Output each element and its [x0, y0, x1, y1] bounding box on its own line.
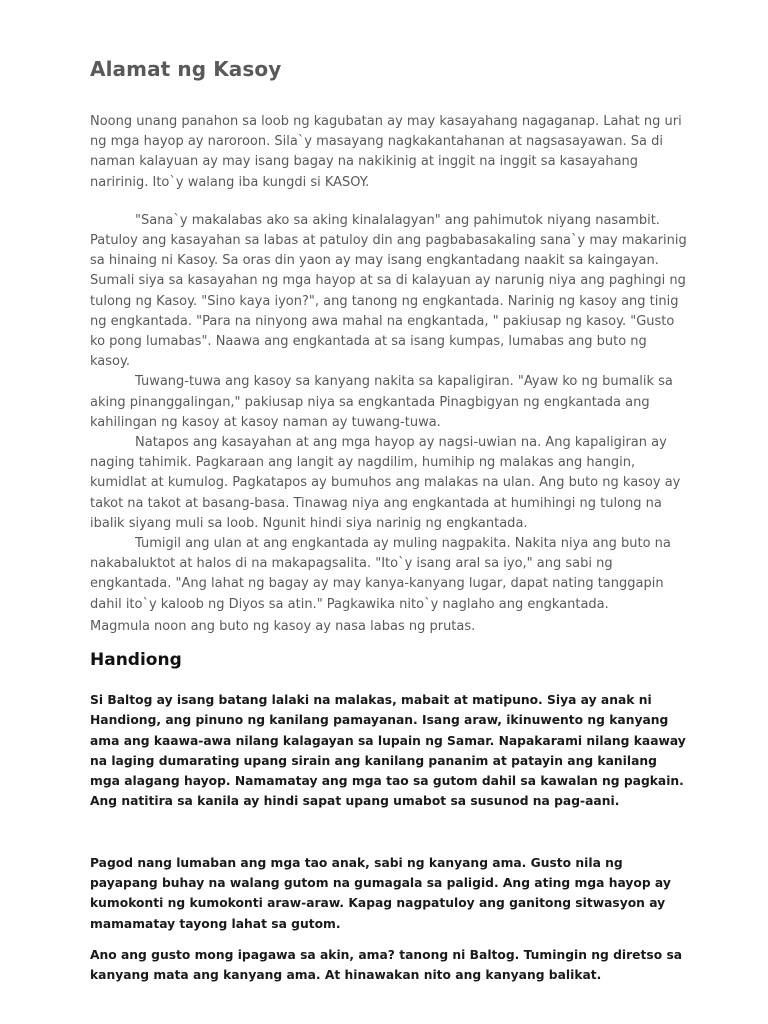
- paragraph: Natapos ang kasayahan at ang mga hayop ay nagsi-uwian na. Ang kapaligiran ay naging tahimik. Pagkaraan ang langit ay nagdilim, humihip ng malakas ang hangin, kumidlat at kumulog. Pagkatapos ay bumuhos ang malakas na ulan. Ang buto ng kasoy ay takot na takot at basang-basa. Tinawag niya ang engkantada at humihingi ng tulong na ibalik siyang muli sa loob. Ngunit hindi siya narinig ng engkantada.: [90, 435, 681, 531]
- story-body-alamat-ng-kasoy: [90, 112, 690, 637]
- paragraph: Tuwang-tuwa ang kasoy sa kanyang nakita sa kapaligiran. "Ayaw ko ng bumalik sa aking pinanggalingan," pakiusap niya sa engkantada Pinagbigyan ng engkantada ang kahilingan ng kasoy at kasoy naman ay tuwang-tuwa.: [90, 374, 673, 430]
- story-title-alamat-ng-kasoy: Alamat ng Kasoy: [90, 57, 282, 81]
- story-title-handiong: Handiong: [90, 650, 182, 670]
- paragraph: Pagod nang lumaban ang mga tao anak, sabi ng kanyang ama. Gusto nila ng payapang buhay na walang gutom na gumagala sa paligid. Ang ating mga hayop ay kumokonti ng kumokonti araw-araw. Kapag nagpatuloy ang ganitong sitwasyon ay mamamatay tayong lahat sa gutom.: [90, 855, 671, 931]
- paragraph: Ano ang gusto mong ipagawa sa akin, ama? tanong ni Baltog. Tumingin ng diretso sa kanyang mata ang kanyang ama. At hinawakan nito ang kanyang balikat.: [90, 947, 683, 983]
- paragraph: Noong unang panahon sa loob ng kagubatan ay may kasayahang nagaganap. Lahat ng uri ng mga hayop ay naroroon. Sila`y masayang nagkakantahanan at nagsasayawan. Sa di naman kalayuan ay may isang bagay na nakikinig at inggit na inggit sa kasayahang naririnig. Ito`y walang iba kungdi si KASOY.: [90, 114, 682, 190]
- story-body-handiong: [90, 690, 690, 986]
- paragraph: Tumigil ang ulan at ang engkantada ay muling nagpakita. Nakita niya ang buto na nakabaluktot at halos di na makapagsalita. "Ito`y isang aral sa iyo," ang sabi ng engkantada. "Ang lahat ng bagay ay may kanya-kanyang lugar, dapat nating tanggapin dahil ito`y kaloob ng Diyos sa atin." Pagkawika nito`y naglaho ang engkantada.: [90, 536, 671, 612]
- paragraph: "Sana`y makalabas ako sa aking kinalalagyan" ang pahimutok niyang nasambit. Patuloy ang kasayahan sa labas at patuloy din ang pagbabasakaling sana`y may makarinig sa hinaing ni Kasoy. Sa oras din yaon ay may isang engkantadang naakit sa kaingayan. Sumali siya sa kasayahan ng mga hayop at sa di kalayuan ay narunig niya ang paghingi ng tulong ng Kasoy. "Sino kaya iyon?", ang tanong ng engkantada. Narinig ng kasoy ang tinig ng engkantada. "Para na ninyong awa mahal na engkantada, " pakiusap ng kasoy. "Gusto ko pong lumabas". Naawa ang engkantada at sa isang kumpas, lumabas ang buto ng kasoy.: [90, 212, 687, 370]
- paragraph: Magmula noon ang buto ng kasoy ay nasa labas ng prutas.: [90, 618, 476, 634]
- paragraph: Si Baltog ay isang batang lalaki na malakas, mabait at matipuno. Siya ay anak ni Handiong, ang pinuno ng kanilang pamayanan. Isang araw, ikinuwento ng kanyang ama ang kaawa-awa nilang kalagayan sa lupain ng Samar. Napakarami nilang kaaway na laging dumarating upang sirain ang kanilang pananim at patayin ang kanilang mga alagang hayop. Namamatay ang mga tao sa gutom dahil sa kawalan ng pagkain. Ang natitira sa kanila ay hindi sapat upang umabot sa susunod na pag-aani.: [90, 693, 686, 809]
